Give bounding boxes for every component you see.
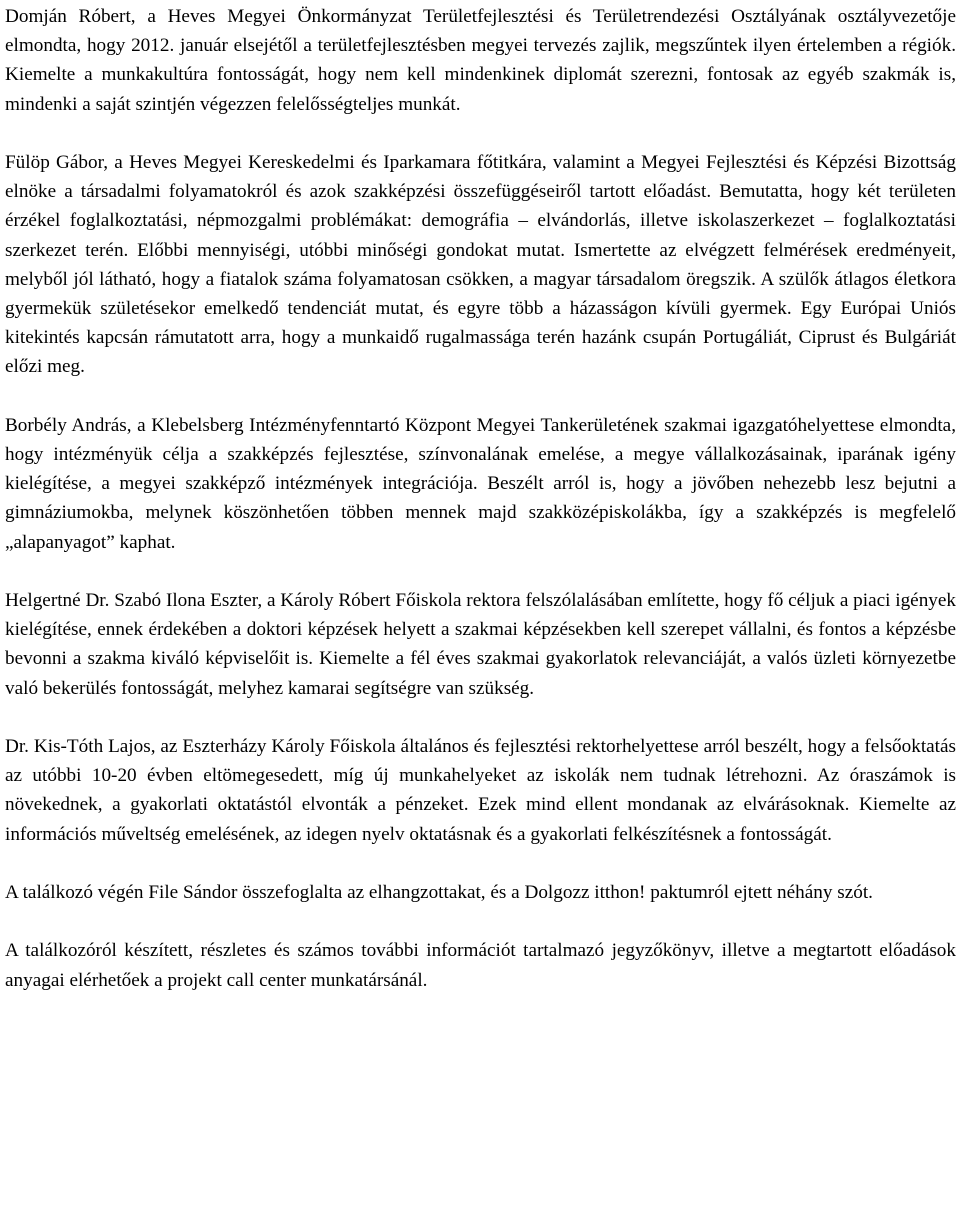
paragraph-kis-toth-lajos: Dr. Kis-Tóth Lajos, az Eszterházy Károly Főiskola általános és fejlesztési rektorhelyettese arról beszélt, hogy a felsőoktatás az utóbbi 10-20 évben eltömegesedett, míg új munkahelyeket az iskolák nem tudnak létrehozni. Az óraszámok is növekednek, a gyakorlati oktatástól elvonták a pénzeket. Ezek mind ellent mondanak az elvárásoknak. Kiemelte az információs műveltség emelésének, az idegen nyelv oktatásnak és a gyakorlati felkészítésnek a fontosságát.	[5, 736, 956, 845]
paragraph-domjan-robert: Domján Róbert, a Heves Megyei Önkormányzat Területfejlesztési és Területrendezési Osztályának osztályvezetője elmondta, hogy 2012. január elsejétől a területfejlesztésben megyei tervezés zajlik, megszűntek ilyen értelemben a régiók. Kiemelte a munkakultúra fontosságát, hogy nem kell mindenkinek diplomát szerezni, fontosak az egyéb szakmák is, mindenki a saját szintjén végezzen felelősségteljes munkát.	[5, 6, 956, 115]
paragraph-fulop-gabor: Fülöp Gábor, a Heves Megyei Kereskedelmi és Iparkamara főtitkára, valamint a Megyei Fejlesztési és Képzési Bizottság elnöke a társadalmi folyamatokról és azok szakképzési összefüggéseiről tartott előadást. Bemutatta, hogy két területen érzékel foglalkoztatási, népmozgalmi problémákat: demográfia – elvándorlás, illetve iskolaszerkezet – foglalkoztatási szerkezet terén. Előbbi mennyiségi, utóbbi minőségi gondokat mutat. Ismertette az elvégzett felmérések eredményeit, melyből jól látható, hogy a fiatalok száma folyamatosan csökken, a magyar társadalom öregszik. A szülők átlagos életkora gyermekük születésekor emelkedő tendenciát mutat, és egyre több a házasságon kívüli gyermek. Egy Európai Uniós kitekintés kapcsán rámutatott arra, hogy a munkaidő rugalmassága terén hazánk csupán Portugáliát, Ciprust és Bulgáriát előzi meg.	[5, 152, 956, 378]
paragraph-jegyzokonyv: A találkozóról készített, részletes és számos további információt tartalmazó jegyzőkönyv, illetve a megtartott előadások anyagai elérhetőek a projekt call center munkatársánál.	[5, 940, 956, 991]
paragraph-helgertne-szabo: Helgertné Dr. Szabó Ilona Eszter, a Károly Róbert Főiskola rektora felszólalásában említette, hogy fő céljuk a piaci igények kielégítése, ennek érdekében a doktori képzések helyett a szakmai képzésekben kell szerepet vállalni, és fontos a képzésbe bevonni a szakma kiváló képviselőit is. Kiemelte a fél éves szakmai gyakorlatok relevanciáját, a valós üzleti környezetbe való bekerülés fontosságát, melyhez kamarai segítségre van szükség.	[5, 590, 956, 699]
paragraph-borbely-andras: Borbély András, a Klebelsberg Intézményfenntartó Központ Megyei Tankerületének szakmai igazgatóhelyettese elmondta, hogy intézményük célja a szakképzés fejlesztése, színvonalának emelése, a megye vállalkozásainak, iparának igény kielégítése, a megyei szakképző intézmények integrációja. Beszélt arról is, hogy a jövőben nehezebb lesz bejutni a gimnáziumokba, melynek köszönhetően többen mennek majd szakközépiskolákba, így a szakképzés is megfelelő „alapanyagot” kaphat.	[5, 414, 956, 553]
paragraph-file-sandor: A találkozó végén File Sándor összefoglalta az elhangzottakat, és a Dolgozz itthon! paktumról ejtett néhány szót.	[5, 882, 873, 904]
